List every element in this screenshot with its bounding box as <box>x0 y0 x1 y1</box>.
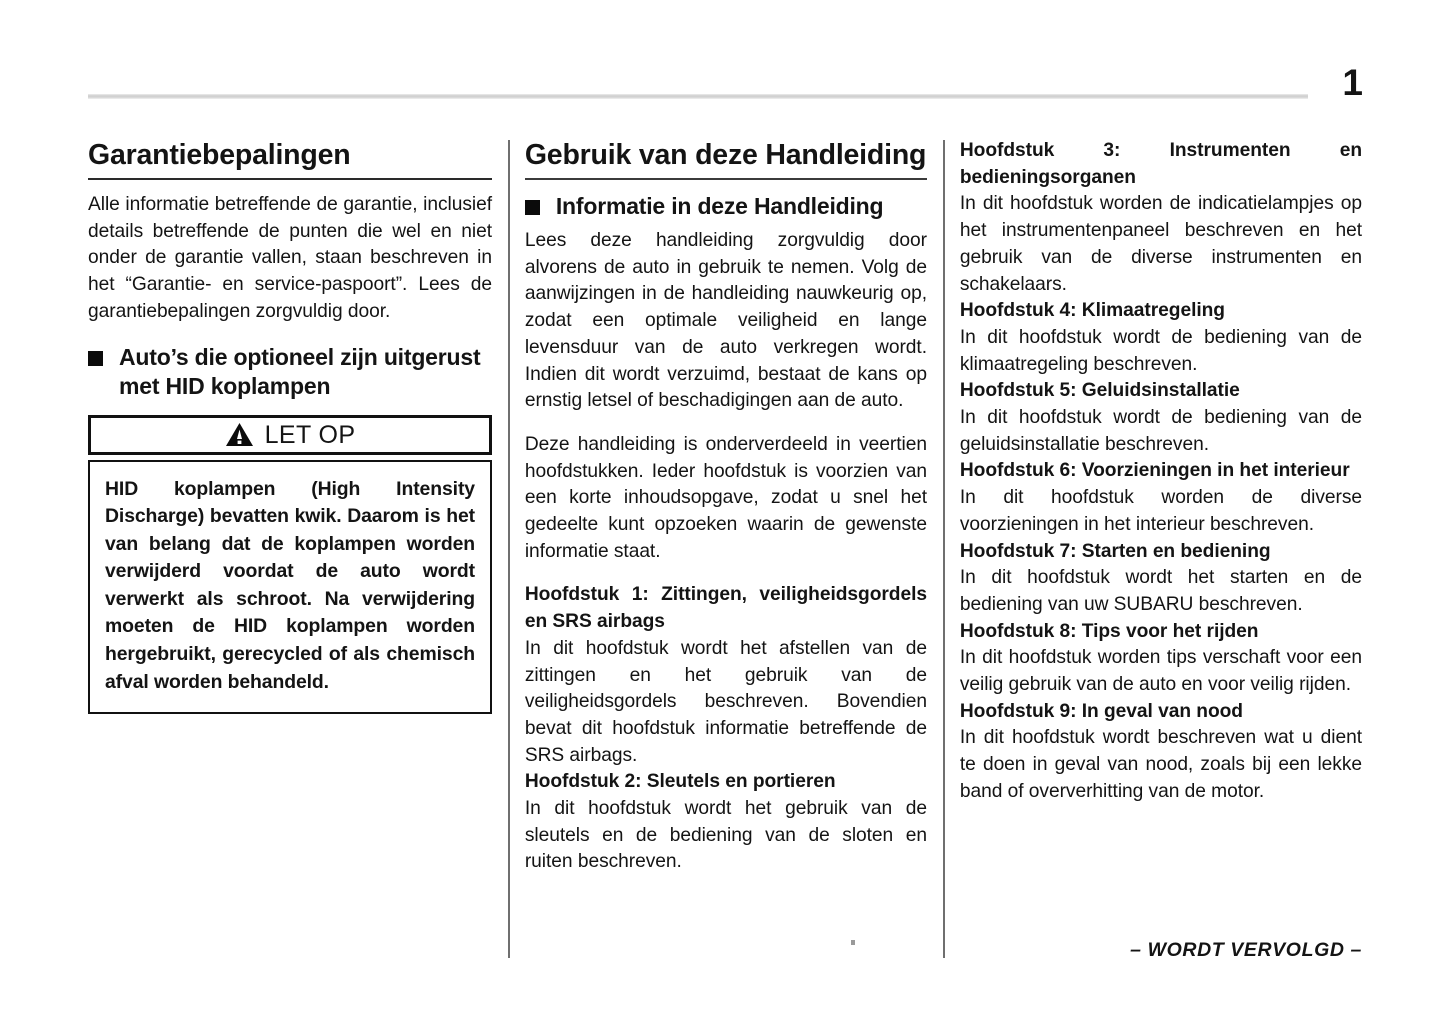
column-separator-2 <box>943 140 945 958</box>
chapter-entry <box>960 138 1362 298</box>
left-column <box>88 138 492 978</box>
chapter-entry <box>525 769 927 876</box>
column-gutter-right <box>927 138 960 978</box>
chapter-title: Hoofdstuk 1: Zittingen, veiligheidsgordels en SRS airbags <box>524 584 927 633</box>
chapter-entry <box>960 619 1362 699</box>
usage-subheading <box>525 192 927 221</box>
caution-header <box>88 415 492 455</box>
chapter-body: In dit hoofdstuk wordt de bediening van de geluidsinstallatie beschreven. <box>959 407 1362 455</box>
warranty-intro-paragraph: Alle informatie betreffende de garantie, inclusief details betreffende de punten die wel en niet onder de garantie vallen, staan beschreven in het “Garantie- en service-paspoort”. Lees de garantiebepalingen zorgvuldig door. <box>88 194 492 322</box>
usage-paragraph-1: Lees deze handleiding zorgvuldig door alvorens de auto in gebruik te nemen. Volg de aanwijzingen in de handleiding nauwkeurig op, zodat een optimale veiligheid en lange levensduur van de auto verkregen wordt. Indien dit wordt verzuimd, bestaat de kans op ernstig letsel of beschadigingen aan de auto. <box>524 230 927 412</box>
chapter-title: Hoofdstuk 7: Starten en bediening <box>959 540 1271 562</box>
caution-box <box>88 415 492 715</box>
chapter-title: Hoofdstuk 6: Voorzieningen in het interieur <box>959 460 1350 482</box>
bullet-square-icon <box>88 351 103 366</box>
chapter-body: In dit hoofdstuk wordt het gebruik van de sleutels en de bediening van de sloten en ruiten beschreven. <box>524 798 927 873</box>
chapter-body: In dit hoofdstuk worden de diverse voorzieningen in het interieur beschreven. <box>959 487 1362 535</box>
chapter-title: Hoofdstuk 2: Sleutels en portieren <box>524 771 836 793</box>
page-columns <box>88 138 1362 978</box>
caution-text: HID koplampen (High Intensity Discharge) bevatten kwik. Daarom is het van belang dat de koplampen worden verwijderd voordat de auto wordt verwerkt als schroot. Na verwijdering moeten de HID koplampen worden hergebruikt, gerecycled of als chemisch afval worden behandeld. <box>105 477 475 693</box>
chapter-title: Hoofdstuk 5: Geluidsinstallatie <box>959 380 1240 402</box>
chapter-title: Hoofdstuk 3: Instrumenten en bedieningsorganen <box>959 140 1362 188</box>
chapter-body: In dit hoofdstuk wordt het starten en de bediening van uw SUBARU beschreven. <box>959 567 1362 615</box>
chapter-body: In dit hoofdstuk wordt het afstellen van de zittingen en het gebruik van de veiligheidsgordels beschreven. Bovendien bevat dit hoofdstuk informatie betreffende de SRS airbags. <box>524 637 927 766</box>
chapter-entry <box>525 582 927 769</box>
page-title: Garantiebepalingen <box>88 139 351 171</box>
scan-speck <box>851 940 855 945</box>
continued-note: – WORDT VERVOLGD – <box>1130 939 1362 961</box>
chapter-body: In dit hoofdstuk worden tips verschaft voor een veilig gebruik van de auto en voor veilig rijden. <box>959 647 1362 696</box>
page-number: 1 <box>1342 62 1362 103</box>
chapter-entry <box>960 458 1362 538</box>
chapter-entry <box>960 298 1362 378</box>
title-rule <box>88 178 492 180</box>
bullet-square-icon <box>525 200 540 215</box>
usage-heading: Gebruik van deze Handleiding <box>524 139 927 171</box>
chapter-entry <box>960 539 1362 619</box>
usage-heading-rule <box>525 178 927 180</box>
header-rule <box>88 94 1308 99</box>
warning-triangle-icon <box>225 422 254 447</box>
right-column <box>960 138 1362 978</box>
chapter-entry <box>960 699 1362 806</box>
chapter-body: In dit hoofdstuk worden de indicatielampjes op het instrumentenpaneel beschreven en het gebruik van de diverse instrumenten en schakelaars. <box>959 193 1362 295</box>
usage-paragraph-2: Deze handleiding is onderverdeeld in veertien hoofdstukken. Ieder hoofdstuk is voorzien van een korte inhoudsopgave, zodat u snel het gedeelte kunt opzoeken waarin de gewenste informatie staat. <box>524 433 927 562</box>
caution-body <box>88 460 492 715</box>
middle-column <box>525 138 927 978</box>
chapter-title: Hoofdstuk 8: Tips voor het rijden <box>959 620 1259 642</box>
hid-subheading-label: Auto’s die optioneel zijn uitgerust met HID koplampen <box>119 343 481 399</box>
caution-label: LET OP <box>264 420 356 449</box>
chapter-entry <box>960 378 1362 458</box>
chapter-title: Hoofdstuk 4: Klimaatregeling <box>959 300 1225 322</box>
column-gutter-left <box>492 138 525 978</box>
usage-subheading-label: Informatie in deze Handleiding <box>555 193 884 219</box>
hid-subheading <box>88 343 492 401</box>
page-header <box>88 60 1362 112</box>
chapter-body: In dit hoofdstuk wordt de bediening van de klimaatregeling beschreven. <box>959 326 1362 375</box>
chapter-title: Hoofdstuk 9: In geval van nood <box>959 700 1243 722</box>
column-separator-1 <box>508 140 510 958</box>
chapter-body: In dit hoofdstuk wordt beschreven wat u dient te doen in geval van nood, zoals bij een lekke band of oververhitting van de motor. <box>959 727 1362 802</box>
